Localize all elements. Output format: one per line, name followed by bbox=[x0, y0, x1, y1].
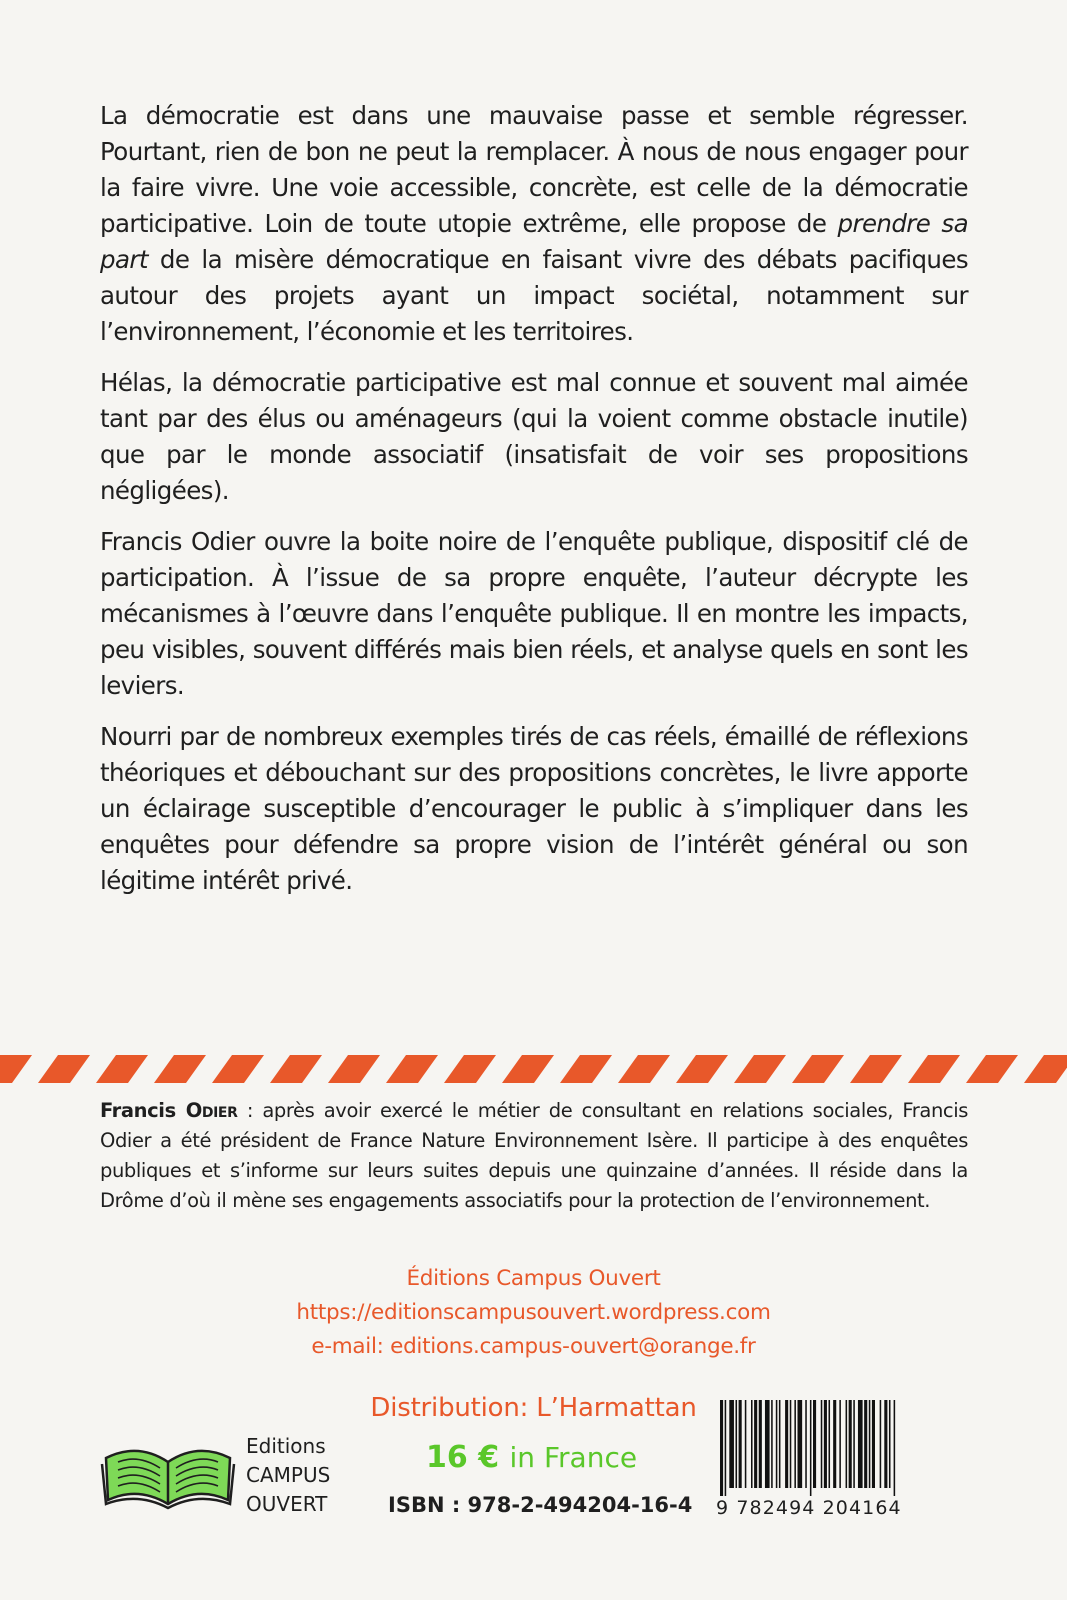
barcode-bar bbox=[785, 1400, 788, 1488]
barcode-bar bbox=[739, 1400, 742, 1488]
stripe-segment bbox=[444, 1055, 496, 1083]
open-book-icon bbox=[100, 1438, 236, 1510]
hazard-stripe-divider bbox=[0, 1055, 1067, 1083]
stripe-segment bbox=[560, 1055, 612, 1083]
stripe-segment bbox=[850, 1055, 902, 1083]
publisher-url-link[interactable]: https://editionscampusouvert.wordpress.com bbox=[296, 1300, 771, 1325]
publisher-email[interactable]: e-mail: editions.campus-ouvert@orange.fr bbox=[311, 1334, 756, 1359]
stripe-segment bbox=[1024, 1055, 1067, 1083]
barcode-bar bbox=[725, 1400, 727, 1496]
barcode-bar bbox=[839, 1400, 841, 1488]
price-region: in France bbox=[509, 1441, 638, 1474]
barcode-bar bbox=[833, 1400, 836, 1488]
publisher-logo-text bbox=[246, 1432, 330, 1519]
stripe-segment bbox=[328, 1055, 380, 1083]
barcode-bar bbox=[872, 1400, 875, 1488]
author-first-name: Francis bbox=[100, 1099, 176, 1122]
barcode-bar bbox=[849, 1400, 852, 1488]
stripe-segment bbox=[676, 1055, 728, 1083]
barcode-bar bbox=[810, 1400, 812, 1496]
stripe-segment bbox=[734, 1055, 786, 1083]
logo-line: CAMPUS bbox=[246, 1463, 331, 1487]
barcode-bar bbox=[889, 1400, 891, 1488]
author-bio bbox=[100, 1096, 968, 1216]
barcode-bar bbox=[736, 1400, 738, 1488]
price bbox=[426, 1440, 637, 1475]
stripe-segment bbox=[502, 1055, 554, 1083]
author-name bbox=[100, 1099, 237, 1122]
barcode-bar bbox=[776, 1400, 778, 1488]
barcode-bar bbox=[824, 1400, 827, 1488]
barcode-bar bbox=[821, 1400, 823, 1488]
distribution-label: Distribution: L’Harmattan bbox=[370, 1393, 697, 1423]
isbn-number: ISBN : 978-2-494204-16-4 bbox=[388, 1493, 693, 1517]
stripe-segment bbox=[792, 1055, 844, 1083]
price-amount: 16 € bbox=[426, 1440, 500, 1475]
barcode-bar bbox=[853, 1400, 855, 1488]
stripe-segment bbox=[908, 1055, 960, 1083]
blurb-paragraph-2: Hélas, la démocratie participative est mal connue et souvent mal aimée tant par des élus ou aménageurs (qui la voient comme obstacle inutile) que par le monde associatif (insatisfait de voir ses propositions négligées). bbox=[100, 368, 968, 505]
barcode-bar bbox=[894, 1400, 896, 1496]
barcode-bar bbox=[813, 1400, 816, 1488]
publisher-info bbox=[0, 1262, 1067, 1364]
barcode-bar bbox=[754, 1400, 757, 1488]
barcode-bar bbox=[720, 1400, 723, 1496]
stripe-segment bbox=[386, 1055, 438, 1083]
back-cover-blurb bbox=[100, 98, 968, 914]
blurb-text: La démocratie est dans une mauvaise passe et semble régresser. Pourtant, rien de bon ne peut la remplacer. À nous de nous engager pour la faire vivre. Une voie accessible, concrète, est celle de la démocratie participative. Loin de toute utopie extrême, elle propose de bbox=[100, 101, 968, 238]
blurb-paragraph-4: Nourri par de nombreux exemples tirés de cas réels, émaillé de réflexions théoriques et débouchant sur des propositions concrètes, le livre apporte un éclairage susceptible d’encourager le public à s’impliquer dans les enquêtes pour défendre sa propre vision de l’intérêt général ou son légitime intérêt privé. bbox=[100, 722, 968, 895]
blurb-paragraph-1 bbox=[100, 98, 968, 350]
barcode-bar bbox=[751, 1400, 753, 1488]
stripe-segment bbox=[96, 1055, 148, 1083]
barcode-bar bbox=[829, 1400, 831, 1488]
stripe-segment bbox=[0, 1055, 32, 1083]
barcode-bar bbox=[729, 1400, 734, 1488]
barcode-bar bbox=[846, 1400, 848, 1488]
stripe-segment bbox=[212, 1055, 264, 1083]
barcode-bar bbox=[798, 1400, 803, 1488]
publisher-name: Éditions Campus Ouvert bbox=[406, 1266, 661, 1291]
logo-line: OUVERT bbox=[246, 1492, 328, 1516]
stripe-segment bbox=[270, 1055, 322, 1083]
blurb-italic-phrase: prendre sa part bbox=[100, 209, 968, 274]
stripe-segment bbox=[618, 1055, 670, 1083]
barcode-bar bbox=[779, 1400, 781, 1488]
barcode-bar bbox=[880, 1400, 882, 1488]
barcode-bar bbox=[790, 1400, 792, 1488]
barcode-bar bbox=[765, 1400, 770, 1488]
blurb-paragraph-3: Francis Odier ouvre la boite noire de l’enquête publique, dispositif clé de participation. À l’issue de sa propre enquête, l’auteur décrypte les mécanismes à l’œuvre dans l’enquête publique. Il en montre les impacts, peu visibles, souvent différés mais bien réels, et analyse quels en sont les leviers. bbox=[100, 527, 968, 700]
barcode-bar bbox=[794, 1400, 796, 1488]
barcode-digits: 9 782494 204164 bbox=[716, 1497, 902, 1519]
barcode-bar bbox=[884, 1400, 887, 1488]
stripe-segment bbox=[966, 1055, 1018, 1083]
barcode-bar bbox=[805, 1400, 807, 1488]
barcode bbox=[718, 1400, 946, 1496]
blurb-text: de la misère démocratique en faisant vivre des débats pacifiques autour des projets ayant un impact sociétal, notamment sur l’environnement, l’économie et les territoires. bbox=[100, 245, 968, 346]
barcode-bar bbox=[759, 1400, 762, 1488]
barcode-bar bbox=[864, 1400, 867, 1488]
stripe-segment bbox=[154, 1055, 206, 1083]
author-bio-text: : après avoir exercé le métier de consultant en relations sociales, Francis Odier a été président de France Nature Environnement Isère. Il participe à des enquêtes publiques et s’informe sur leurs suites depuis une quinzaine d’années. Il réside dans la Drôme d’où il mène ses engagements associatifs pour la protection de l’environnement. bbox=[100, 1099, 968, 1212]
barcode-bar bbox=[869, 1400, 871, 1488]
barcode-bar bbox=[858, 1400, 863, 1488]
barcode-bar bbox=[745, 1400, 747, 1488]
author-last-name: Odier bbox=[185, 1099, 238, 1122]
logo-line: Editions bbox=[246, 1434, 326, 1458]
barcode-bar bbox=[771, 1400, 773, 1488]
stripe-segment bbox=[38, 1055, 90, 1083]
